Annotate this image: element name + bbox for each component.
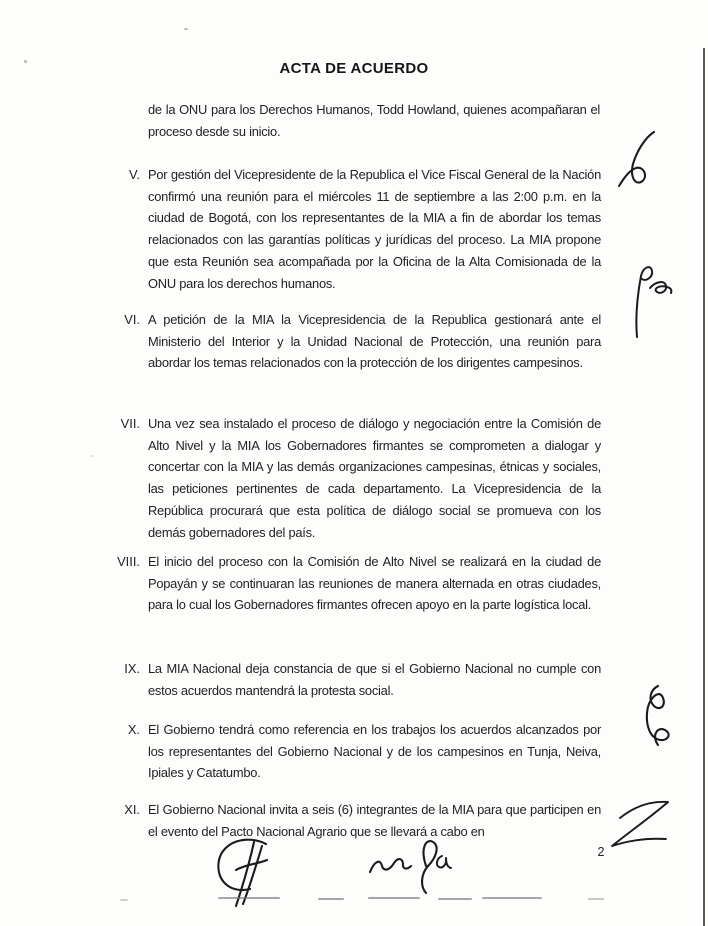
scan-dash-mark xyxy=(368,897,420,899)
agreement-item-v xyxy=(95,164,601,294)
scan-speck xyxy=(90,455,93,457)
handwritten-signature-icon xyxy=(366,836,458,900)
scan-dash-mark xyxy=(588,898,604,900)
scan-speck xyxy=(24,60,27,63)
handwritten-initial-icon xyxy=(634,682,678,750)
handwritten-initial-icon xyxy=(616,128,660,190)
item-numeral: XI. xyxy=(124,802,140,817)
agreement-item-vi xyxy=(95,309,601,374)
scan-dash-mark xyxy=(482,897,542,899)
scan-edge-line xyxy=(703,48,705,926)
item-numeral: VI. xyxy=(124,312,140,327)
handwritten-initial-icon xyxy=(614,262,674,340)
item-text: Por gestión del Vicepresidente de la Republica el Vice Fiscal General de la Nación confirmó una reunión para el miércoles 11 de septiembre a las 2:00 p.m. en la ciudad de Bogotá, con los representantes de la MIA a fin de abordar los temas relacionados con las garantías políticas y jurídicas del proceso. La MIA propone que esta Reunión sea acompañada por la Oficina de la Alta Comisionada de la ONU para los derechos humanos. xyxy=(148,167,601,291)
agreement-item-ix xyxy=(95,658,601,701)
agreement-item-xi xyxy=(95,799,601,842)
page-title: ACTA DE ACUERDO xyxy=(279,60,429,77)
scan-dash-mark xyxy=(218,897,280,899)
scan-dash-mark xyxy=(438,898,472,900)
agreement-item-x xyxy=(95,719,601,784)
scan-speck xyxy=(184,28,188,30)
item-text: El inicio del proceso con la Comisión de Alto Nivel se realizará en la ciudad de Popayán y se continuaran las reuniones de manera alternada en otras ciudades, para lo cual los Gobernadores firmantes ofrecen apoyo en la parte logística local. xyxy=(148,554,601,613)
intro-paragraph: de la ONU para los Derechos Humanos, Todd Howland, quienes acompañaran el proceso desde su inicio. xyxy=(148,102,600,139)
item-text: Una vez sea instalado el proceso de diálogo y negociación entre la Comisión de Alto Nivel y la MIA los Gobernadores firmantes se comprometen a dialogar y concertar con la MIA y las demás organizaciones campesinas, étnicas y sociales, las peticiones pertinentes de cada departamento. La Vicepresidencia de la República procurará que esta política de diálogo social se promueva con los demás gobernadores del país. xyxy=(148,416,601,540)
item-numeral: VIII. xyxy=(117,554,140,569)
item-numeral: V. xyxy=(129,167,140,182)
scan-dash-mark xyxy=(120,899,128,901)
handwritten-initial-icon xyxy=(608,798,672,852)
scan-dash-mark xyxy=(318,898,344,900)
item-text: El Gobierno tendrá como referencia en los trabajos los acuerdos alcanzados por los representantes del Gobierno Nacional y de los campesinos en Tunja, Neiva, Ipiales y Catatumbo. xyxy=(148,722,601,781)
page-number: 2 xyxy=(597,845,605,859)
agreement-item-vii xyxy=(95,413,601,543)
agreement-item-viii xyxy=(95,551,601,616)
item-text: A petición de la MIA la Vicepresidencia de la Republica gestionará ante el Ministerio del Interior y la Unidad Nacional de Protección, una reunión para abordar los temas relacionados con la protección de los dirigentes campesinos. xyxy=(148,312,601,371)
item-text: El Gobierno Nacional invita a seis (6) integrantes de la MIA para que participen en el evento del Pacto Nacional Agrario que se llevará a cabo en xyxy=(148,802,601,839)
item-numeral: X. xyxy=(127,722,140,737)
item-numeral: VII. xyxy=(120,416,140,431)
item-text: La MIA Nacional deja constancia de que si el Gobierno Nacional no cumple con estos acuerdos mantendrá la protesta social. xyxy=(148,661,601,698)
item-numeral: IX. xyxy=(124,661,140,676)
